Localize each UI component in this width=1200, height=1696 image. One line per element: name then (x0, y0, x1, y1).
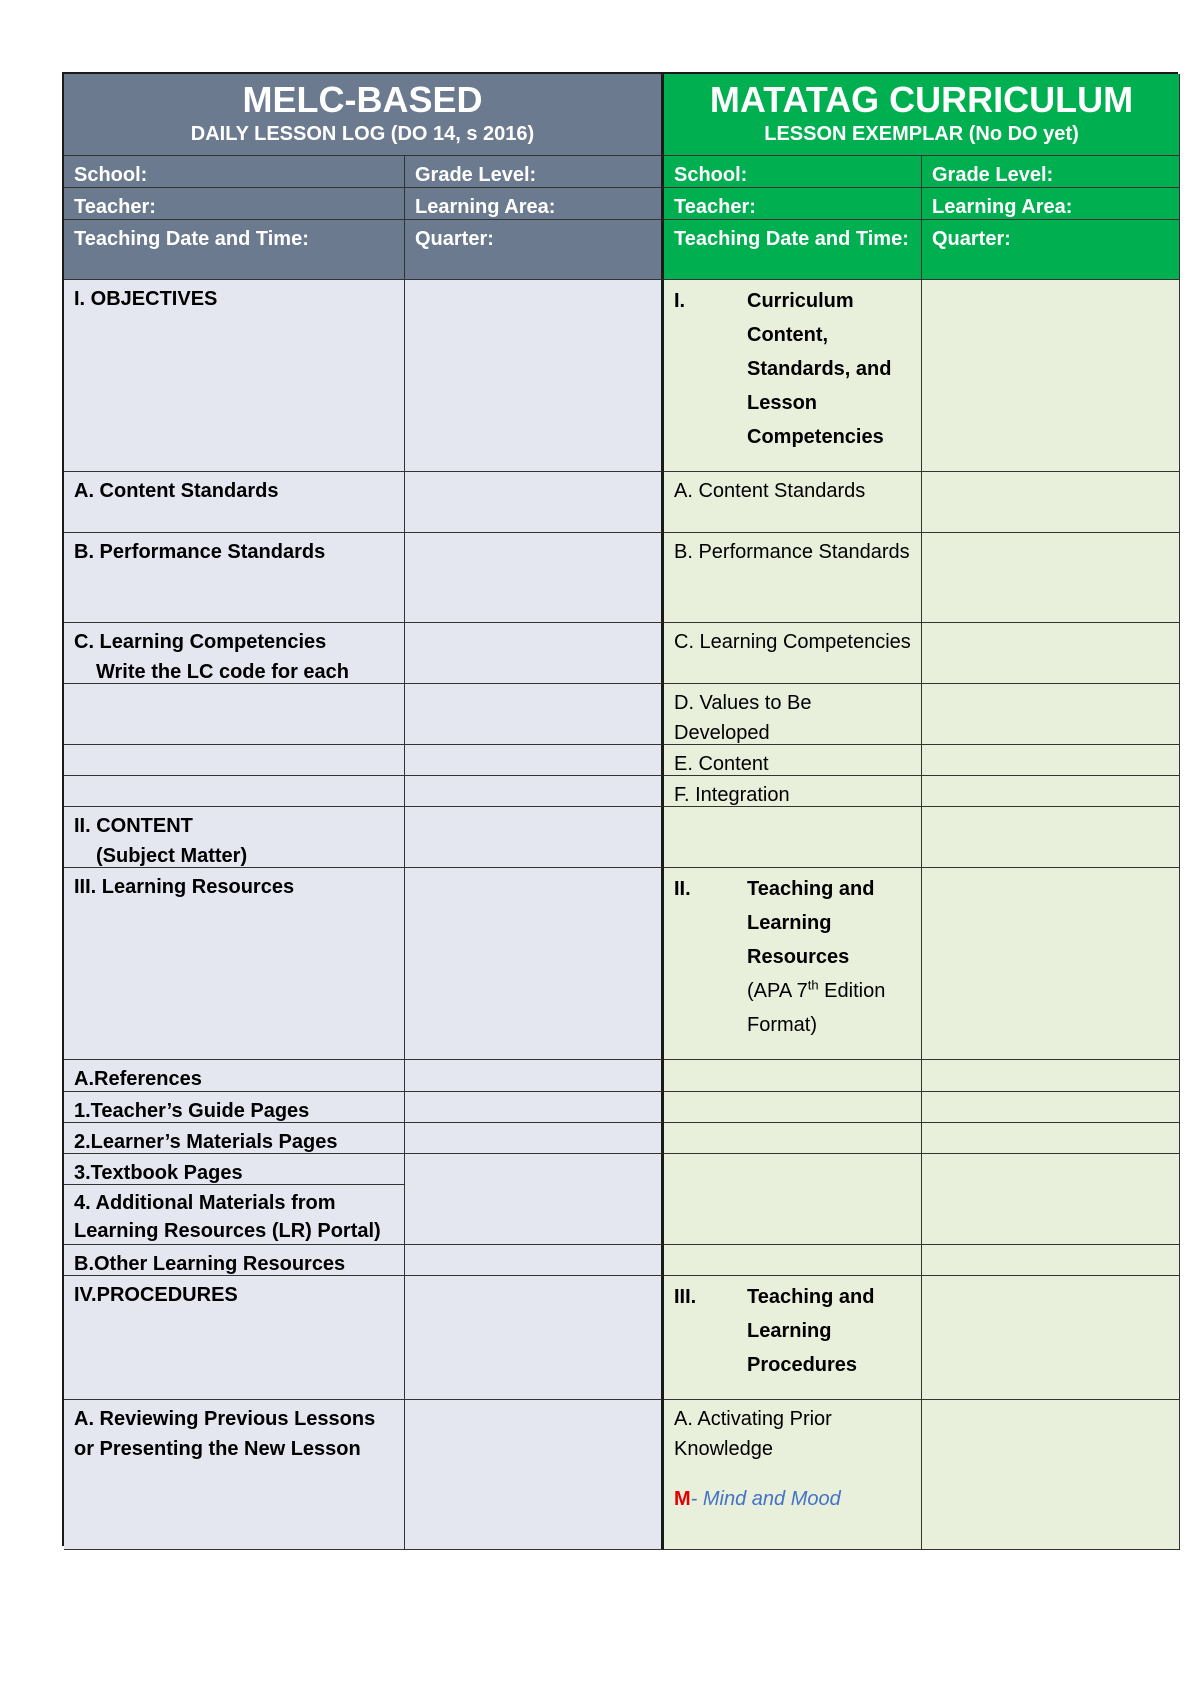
right-integration-cell (922, 776, 1180, 807)
right-blank-row-4-cell (922, 1123, 1180, 1154)
melc-title: MELC-BASED (242, 79, 483, 120)
left-blank-row-1 (64, 684, 405, 745)
right-blank-row-1 (664, 807, 922, 868)
right-section-3 (664, 1276, 922, 1400)
matatag-header (664, 74, 1180, 156)
right-teacher-label: Teacher: (664, 188, 922, 220)
left-performance-standards-cell (405, 533, 664, 623)
left-teacher-label: Teacher: (64, 188, 405, 220)
left-learners-materials: 2.Learner’s Materials Pages (64, 1123, 405, 1154)
right-blank-row-3-cell (922, 1092, 1180, 1123)
right-values: D. Values to Be Developed (664, 684, 922, 745)
left-teachers-guide-cell (405, 1092, 664, 1123)
right-learning-competencies-cell (922, 623, 1180, 684)
left-blank-row-2 (64, 745, 405, 776)
learning-competencies-label: C. Learning Competencies (74, 631, 327, 653)
left-performance-standards: B. Performance Standards (64, 533, 405, 623)
left-objectives-cell (405, 280, 664, 472)
right-section-3-cell (922, 1276, 1180, 1400)
right-content-standards-cell (922, 472, 1180, 533)
left-blank-row-1-cell (405, 684, 664, 745)
left-procedures: IV.PROCEDURES (64, 1276, 405, 1400)
left-other-resources-cell (405, 1245, 664, 1276)
left-additional-materials: 4. Additional Materials from Learning Resources (LR) Portal) (64, 1185, 405, 1245)
left-learning-resources: III. Learning Resources (64, 868, 405, 1060)
right-learning-competencies: C. Learning Competencies (664, 623, 922, 684)
left-references-cell (405, 1060, 664, 1092)
section-2-number: II. (674, 878, 691, 900)
melc-header (64, 74, 664, 156)
left-blank-row-3 (64, 776, 405, 807)
section-1-number: I. (674, 290, 686, 312)
section-3-number: III. (674, 1286, 697, 1308)
right-activating-cell (922, 1400, 1180, 1550)
left-reviewing-cell (405, 1400, 664, 1550)
right-blank-row-4 (664, 1123, 922, 1154)
right-content: E. Content (664, 745, 922, 776)
right-section-2 (664, 868, 922, 1060)
lesson-comparison-table (62, 72, 1178, 1546)
left-quarter-label: Quarter: (405, 220, 664, 280)
mind-and-mood: M- Mind and Mood (674, 1488, 841, 1510)
left-date-time-label: Teaching Date and Time: (64, 220, 405, 280)
left-content-standards-cell (405, 472, 664, 533)
matatag-title: MATATAG CURRICULUM (709, 79, 1134, 120)
right-blank-row-1-cell (922, 807, 1180, 868)
left-procedures-cell (405, 1276, 664, 1400)
activating-label: A. Activating Prior Knowledge (674, 1408, 832, 1460)
left-textbook: 3.Textbook Pages (64, 1154, 405, 1185)
right-section-1 (664, 280, 922, 472)
right-content-cell (922, 745, 1180, 776)
apa-note: (APA 7th Edition Format) (747, 977, 886, 1036)
right-integration: F. Integration (664, 776, 922, 807)
left-learning-competencies-cell (405, 623, 664, 684)
left-content (64, 807, 405, 868)
section-3-title: Teaching and Learning Procedures (747, 1286, 875, 1376)
left-textbook-cell (405, 1154, 664, 1245)
left-learning-resources-cell (405, 868, 664, 1060)
left-learning-area-label: Learning Area: (405, 188, 664, 220)
right-quarter-label: Quarter: (922, 220, 1180, 280)
left-content-cell (405, 807, 664, 868)
right-date-time-label: Teaching Date and Time: (664, 220, 922, 280)
right-section-2-cell (922, 868, 1180, 1060)
section-2-title: Teaching and Learning Resources (747, 878, 875, 968)
subject-matter-note: (Subject Matter) (96, 845, 248, 867)
matatag-subtitle: LESSON EXEMPLAR (No DO yet) (764, 123, 1079, 145)
left-reviewing: A. Reviewing Previous Lessons or Presenting the New Lesson (64, 1400, 405, 1550)
left-teachers-guide: 1.Teacher’s Guide Pages (64, 1092, 405, 1123)
right-grade-level-label: Grade Level: (922, 156, 1180, 188)
content-label: II. CONTENT (74, 815, 193, 837)
right-learning-area-label: Learning Area: (922, 188, 1180, 220)
right-blank-row-5 (664, 1154, 922, 1245)
right-blank-row-5-cell (922, 1154, 1180, 1245)
right-activating (664, 1400, 922, 1550)
left-blank-row-3-cell (405, 776, 664, 807)
left-learners-materials-cell (405, 1123, 664, 1154)
right-performance-standards-cell (922, 533, 1180, 623)
left-content-standards: A. Content Standards (64, 472, 405, 533)
right-performance-standards: B. Performance Standards (664, 533, 922, 623)
right-blank-row-2 (664, 1060, 922, 1092)
left-blank-row-2-cell (405, 745, 664, 776)
right-content-standards: A. Content Standards (664, 472, 922, 533)
right-blank-row-3 (664, 1092, 922, 1123)
left-other-resources: B.Other Learning Resources (64, 1245, 405, 1276)
left-school-label: School: (64, 156, 405, 188)
left-learning-competencies (64, 623, 405, 684)
right-blank-row-6 (664, 1245, 922, 1276)
right-blank-row-6-cell (922, 1245, 1180, 1276)
right-blank-row-2-cell (922, 1060, 1180, 1092)
melc-subtitle: DAILY LESSON LOG (DO 14, s 2016) (190, 123, 535, 145)
lc-code-note: Write the LC code for each (96, 661, 350, 683)
section-1-title: Curriculum Content, Standards, and Lesson Competencies (747, 290, 892, 448)
right-section-1-cell (922, 280, 1180, 472)
left-grade-level-label: Grade Level: (405, 156, 664, 188)
left-references: A.References (64, 1060, 405, 1092)
right-school-label: School: (664, 156, 922, 188)
left-objectives: I. OBJECTIVES (64, 280, 405, 472)
right-values-cell (922, 684, 1180, 745)
